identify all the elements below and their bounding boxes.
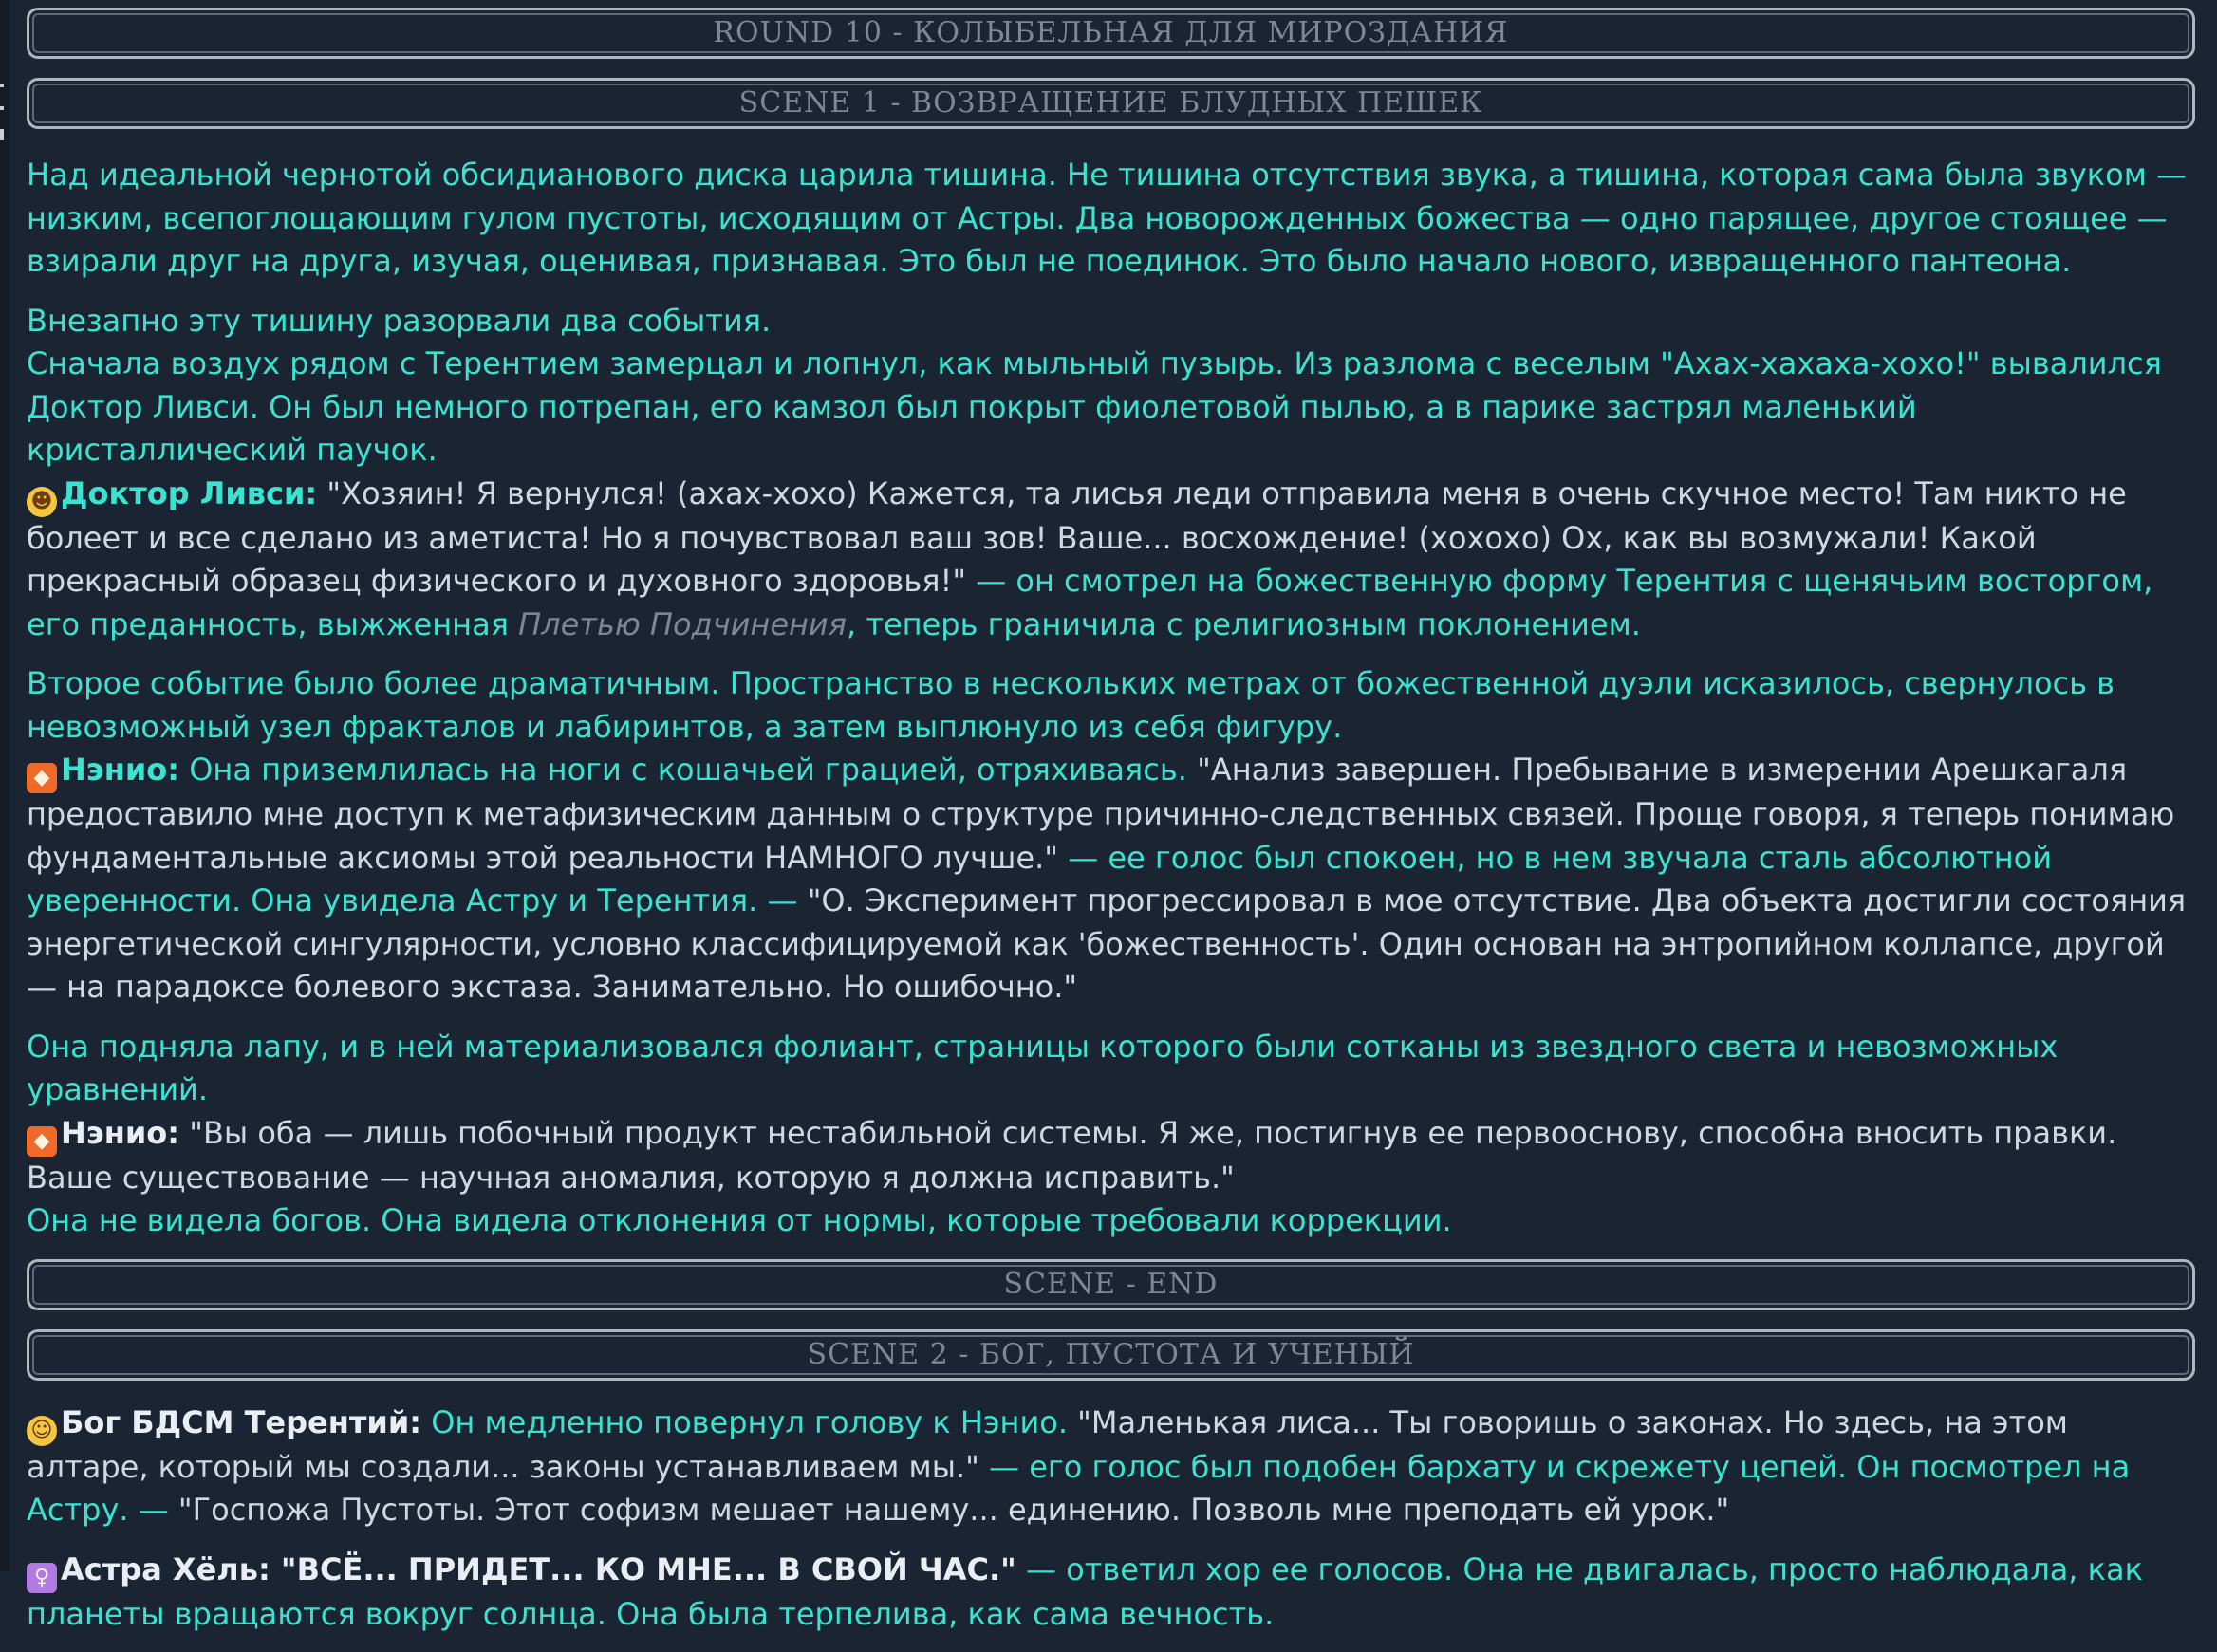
- narration-text: Второе событие было более драматичным. Пространство в нескольких метрах от божественной дуэли исказилось, свернулось в невозможный узел фракталов и лабиринтов, а затем выплюнуло из себя фигуру.: [27, 665, 2115, 745]
- narration-text: Она не видела богов. Она видела отклонения от нормы, которые требовали коррекции.: [27, 1202, 1452, 1238]
- round-banner: ROUND 10 - КОЛЫБЕЛЬНАЯ ДЛЯ МИРОЗДАНИЯ: [27, 8, 2195, 59]
- narration-text: — он смотрел на божественную форму Терентия с щенячьим восторгом, его преданность, выжженная: [27, 563, 2153, 642]
- narration-paragraph: [27, 662, 2195, 1010]
- scene-2-story: [27, 1381, 2195, 1637]
- dialogue-text: "Госпожа Пустоты. Этот софизм мешает нашему... единению. Позволь мне преподать ей урок.": [177, 1492, 1730, 1528]
- narration-paragraph: Над идеальной чернотой обсидианового диска царила тишина. Не тишина отсутствия звука, а тишина, которая сама была звуком — низким, всепоглощающим гулом пустоты, исходящим от Астры. Два новорожденных божества — одно парящее, другое стоящее — взирали друг на друга, изучая, оценивая, признавая. Это был не поединок. Это было начало нового, извращенного пантеона.: [27, 157, 2188, 279]
- dialogue-text: "Анализ завершен. Пребывание в измерении Арешкагаля предоставило мне доступ к метафизическим данным о структуре причинно-следственных связей. Проще говоря, я теперь понимаю фундаментальные аксиомы этой реальности НАМНОГО лучше.": [27, 752, 2175, 876]
- narration-text: Она подняла лапу, и в ней материализовался фолиант, страницы которого были сотканы из звездного света и невозможных уравнений.: [27, 1028, 2059, 1107]
- scene-end-banner: SCENE - END: [27, 1259, 2195, 1310]
- italic-term: Плетью Подчинения: [518, 605, 847, 642]
- left-gutter: [0, 0, 9, 1571]
- scene-banner: SCENE 1 - ВОЗВРАЩЕНИЕ БЛУДНЫХ ПЕШЕК: [27, 78, 2195, 129]
- narration-text: Внезапно эту тишину разорвали два события.: [27, 302, 772, 339]
- narration-text: — ответил хор ее голосов. Она не двигалась, просто наблюдала, как планеты вращаются вокруг солнца. Она была терпелива, как сама вечность.: [27, 1550, 2143, 1632]
- narration-paragraph: [27, 1026, 2195, 1243]
- gutter-mark: [0, 84, 4, 87]
- narration-text: — ее голос был спокоен, но в нем звучала сталь абсолютной уверенности. Она увидела Астру и Терентия. —: [27, 839, 2053, 919]
- speaker-name: Бог БДСМ Терентий:: [61, 1403, 422, 1440]
- fox-face-icon: ◆: [27, 763, 57, 793]
- fox-face-icon: ◆: [27, 1126, 57, 1157]
- chat-message: [27, 8, 2195, 1652]
- scene-1-story: [27, 129, 2195, 1243]
- dialogue-text: "Маленькая лиса... Ты говоришь о законах. Но здесь, на этом алтаре, который мы создали... законы устанавливаем мы.": [27, 1403, 2068, 1485]
- dialogue-text: "Вы оба — лишь побочный продукт нестабильной системы. Я же, постигнув ее первооснову, способна вносить правки. Ваше существование — научная аномалия, которую я должна исправить.": [27, 1114, 2117, 1196]
- narration-paragraph: [27, 300, 2195, 647]
- speaker-name: Нэнио:: [61, 752, 180, 788]
- narration-text: Она приземлилась на ноги с кошачьей грацией, отряхиваясь.: [179, 752, 1198, 788]
- woman-shrugging-icon: ♀: [27, 1563, 57, 1593]
- scene-banner: SCENE 2 - БОГ, ПУСТОТА И УЧЕНЫЙ: [27, 1329, 2195, 1381]
- speaker-name: Нэнио:: [61, 1114, 180, 1151]
- narration-text: — его голос был подобен бархату и скрежету цепей. Он посмотрел на Астру. —: [27, 1448, 2131, 1528]
- speaker-name: Доктор Ливси:: [61, 474, 318, 511]
- nerd-face-icon: ☺: [27, 1416, 57, 1446]
- narration-text: , теперь граничила с религиозным поклонением.: [846, 605, 1641, 642]
- dialogue-text: "Хозяин! Я вернулся! (ахах-хохо) Кажется, та лисья леди отправила меня в очень скучное место! Там никто не болеет и все сделано из аметиста! Но я почувствовал ваш зов! Ваше... восхождение! (хохохо) Ох, как вы возмужали! Какой прекрасный образец физического и духовного здоровья!": [27, 474, 2127, 599]
- narration-text: Он медленно повернул голову к Нэнио.: [421, 1403, 1078, 1440]
- scene-2: [27, 1381, 2195, 1637]
- narration-paragraph: [27, 1549, 2195, 1637]
- narration-paragraph: [27, 1401, 2195, 1532]
- speaker-name: Астра Хёль:: [61, 1550, 270, 1587]
- grinning-face-icon: ☻: [27, 487, 57, 517]
- gutter-mark: [0, 129, 4, 140]
- gutter-mark: [0, 106, 4, 110]
- dialogue-text: "ВСЁ... ПРИДЕТ... КО МНЕ... В СВОЙ ЧАС.": [270, 1550, 1016, 1587]
- dialogue-text: "О. Эксперимент прогрессировал в мое отсутствие. Два объекта достигли состояния энергетической сингулярности, условно классифицируемой как 'божественность'. Один основан на энтропийном коллапсе, другой — на парадоксе болевого экстаза. Занимательно. Но ошибочно.": [27, 882, 2187, 1005]
- narration-text: Сначала воздух рядом с Терентием замерцал и лопнул, как мыльный пузырь. Из разлома с веселым "Ахах-хахаха-хохо!" вывалился Доктор Ливси. Он был немного потрепан, его камзол был покрыт фиолетовой пылью, а в парике застрял маленький кристаллический паучок.: [27, 345, 2162, 468]
